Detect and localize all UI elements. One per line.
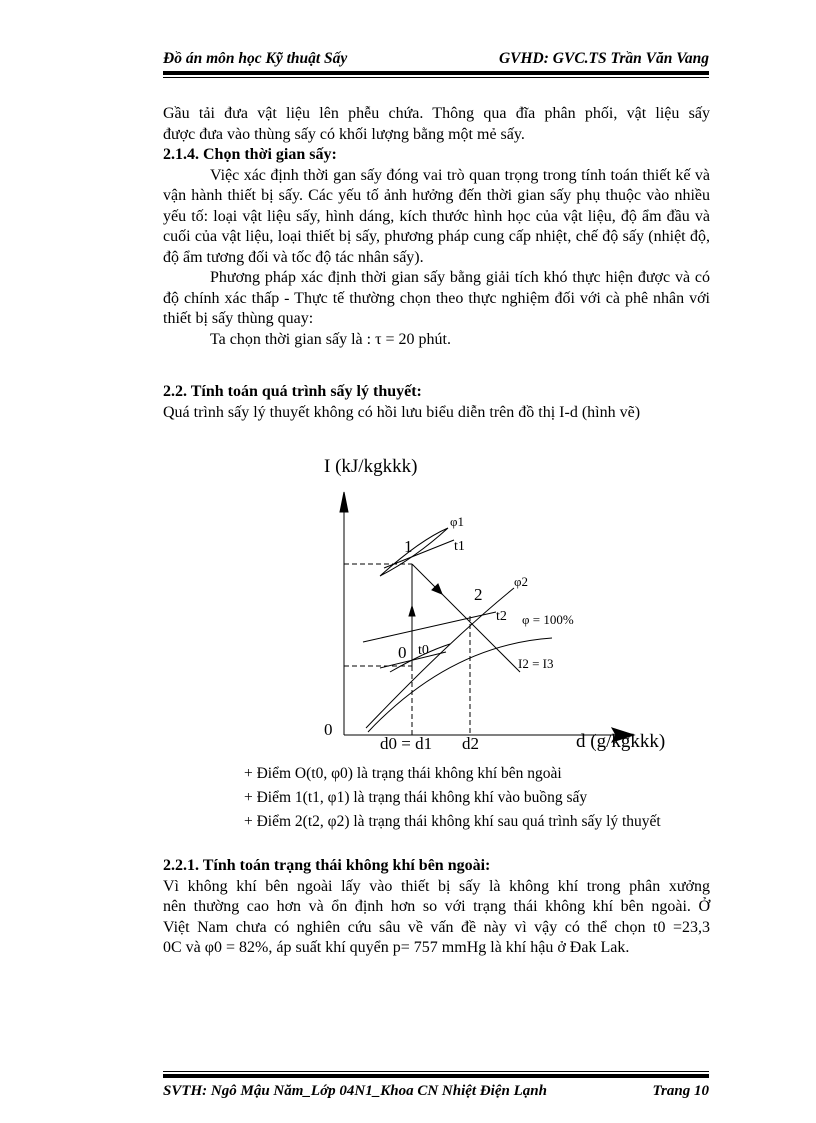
state-point-0: + Điểm O(t0, φ0) là trạng thái không khí bên ngoài [244, 765, 562, 782]
t2-isotherm [363, 612, 496, 642]
t0-isotherm [380, 652, 446, 668]
phi1-label: φ1 [450, 514, 465, 529]
heading-2-2: 2.2. Tính toán quá trình sấy lý thuyết: [163, 383, 422, 400]
t1-label: t1 [454, 539, 465, 554]
section-drying-time [163, 104, 710, 350]
paragraph-outside-air-l4: 0C và φ0 = 82%, áp suất khí quyển p= 757 mmHg là khí hậu ở Đak Lak. [163, 939, 630, 956]
paragraph-outside-air-l2: nên thường cao hơn và ổn định hơn so với trạng thái không khí bên ngoài. Ở [163, 898, 710, 915]
section-outside-air-state [163, 856, 710, 959]
y-axis-arrow [340, 492, 348, 512]
paragraph-drying-time-method: Phương pháp xác định thời gian sấy bằng giải tích khó thực hiện được và có độ chính xác thấp - Thực tế thường chọn theo thực nghiệm đối với cà phê nhân với thiết bị sấy thùng quay: [163, 269, 710, 327]
d0-d1-label: d0 = d1 [380, 734, 433, 753]
point0-label: 0 [398, 643, 407, 662]
paragraph-outside-air-l1: Vì không khí bên ngoài lấy vào thiết bị sấy là không khí trong phân xưởng [163, 877, 710, 895]
d2-label: d2 [462, 734, 479, 753]
x-axis-label: d (g/kgkkk) [576, 731, 666, 752]
state-points-list [244, 762, 661, 834]
footer-rule [163, 1074, 709, 1078]
saturation-curve [368, 638, 552, 732]
paragraph-id-diagram-intro: Quá trình sấy lý thuyết không có hồi lưu biểu diễn trên đồ thị I-d (hình vẽ) [163, 403, 641, 421]
header-rule [163, 71, 709, 75]
paragraph-conveyor-l1: Gầu tải đưa vật liệu lên phễu chứa. Thông qua đĩa phân phối, vật liệu sấy [163, 105, 710, 122]
phi1-curve [380, 528, 448, 576]
phi2-label: φ2 [514, 574, 529, 589]
heating-arrow [409, 606, 415, 616]
t2-label: t2 [496, 609, 507, 624]
paragraph-drying-time-choice: Ta chọn thời gian sấy là : τ = 20 phút. [210, 330, 451, 348]
i-d-diagram [300, 440, 690, 760]
page-footer [163, 1083, 709, 1103]
phi2-curve [366, 588, 514, 728]
state-point-2: + Điểm 2(t2, φ2) là trạng thái không khí sau quá trình sấy lý thuyết [244, 813, 661, 830]
header-course-title: Đồ án môn học Kỹ thuật Sấy [163, 50, 348, 67]
phi100-label: φ = 100% [522, 612, 574, 627]
section-theoretical-drying [163, 382, 710, 423]
header-supervisor: GVHD: GVC.TS Trần Văn Vang [498, 50, 709, 67]
i2-i3-label: I2 = I3 [518, 656, 554, 671]
heading-2-2-1: 2.2.1. Tính toán trạng thái không khí bên ngoài: [163, 857, 491, 874]
footer-rule-thin [163, 1071, 709, 1072]
point2-label: 2 [474, 585, 483, 604]
paragraph-outside-air-l3: Việt Nam chưa có nghiên cứu sâu về vấn đề này vì vậy có thể chọn t0 =23,3 [163, 918, 710, 936]
t0-label: t0 [418, 643, 429, 658]
header-rule-thin [163, 77, 709, 78]
footer-student: SVTH: Ngô Mậu Năm_Lớp 04N1_Khoa CN Nhiệt Điện Lạnh [163, 1083, 547, 1099]
page-header [163, 50, 709, 70]
y-axis-label: I (kJ/kgkkk) [324, 456, 418, 477]
origin-label: 0 [324, 720, 333, 739]
point1-label: 1 [404, 537, 413, 556]
paragraph-drying-time-factors: Việc xác định thời gan sấy đóng vai trò quan trọng trong tính toán thiết kế và vận hành thiết bị sấy. Các yếu tố ảnh hưởng đến thời gian sấy phụ thuộc vào nhiều yếu tố: loại vật liệu sấy, hình dáng, kích thước hình học của vật liệu, độ ẩm đầu và cuối của vật liệu, loại thiết bị sấy, phương pháp cung cấp nhiệt, chế độ sấy (nhiệt độ, độ ẩm tương đối và tốc độ tác nhân sấy). [163, 166, 710, 266]
paragraph-conveyor-l2: được đưa vào thùng sấy có khối lượng bằng một mẻ sấy. [163, 125, 525, 143]
footer-page-number: Trang 10 [652, 1083, 709, 1099]
state-point-1: + Điểm 1(t1, φ1) là trạng thái không khí vào buồng sấy [244, 789, 588, 806]
heading-2-1-4: 2.1.4. Chọn thời gian sấy: [163, 146, 337, 163]
